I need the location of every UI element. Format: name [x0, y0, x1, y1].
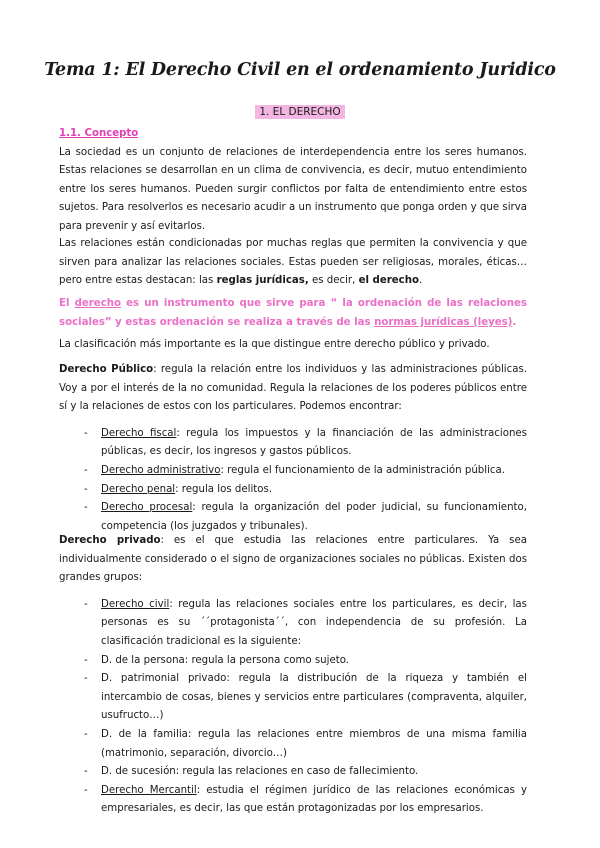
list-item: [59, 782, 527, 819]
list-item: [59, 726, 527, 763]
p3-text-b: es un instrumento que sirve para “ la ordenación de las relaciones sociales” y estas ordenación se realiza a través de las: [59, 298, 527, 328]
list-item-text: : regula el funcionamiento de la administración pública.: [220, 464, 505, 476]
paragraph-sociedad: La sociedad es un conjunto de relaciones de interdependencia entre los seres humanos. Estas relaciones se desarrollan en un clima de convivencia, es decir, mutuo entendimiento entre los seres humanos. Pueden surgir conflictos por falta de entendimiento entre estos sujetos. Para resolverlos es necesario acudir a un instrumento que ponga orden y que sirva para prevenir y así evitarlos.: [59, 146, 527, 232]
list-item: [59, 462, 527, 481]
derecho-publico-list: [59, 425, 527, 537]
concepto-block: [59, 125, 527, 237]
derecho-publico-block: [59, 361, 527, 536]
derecho-privado-intro: [59, 532, 527, 588]
paragraph-clasificacion: La clasificación más importante es la que distingue entre derecho público y privado.: [59, 339, 490, 350]
list-item-text: D. de sucesión: regula las relaciones en caso de fallecimiento.: [101, 766, 419, 778]
list-item: [59, 652, 527, 671]
paragraph-relaciones: [59, 235, 527, 291]
list-item-term: Derecho penal: [101, 483, 176, 495]
list-item-text: : regula los impuestos y la financiación de las administraciones públicas, es decir, los ingresos y gastos públicos.: [101, 427, 527, 458]
list-item: [59, 670, 527, 726]
list-item: [59, 763, 527, 782]
derecho-privado-list: [59, 596, 527, 819]
list-item-text: : regula la organización del poder judicial, su funcionamiento, competencia (los juzgados y tribunales).: [101, 502, 527, 532]
list-item-text: : regula las relaciones sociales entre los particulares, es decir, las personas es su ´´protagonista´´, con independencia de su profesión. La clasificación tradicional es la siguiente:: [101, 598, 527, 647]
list-item-term: Derecho administrativo: [101, 464, 221, 476]
document-title: Tema 1: El Derecho Civil en el ordenamiento Juridico: [44, 60, 556, 80]
p2-bold-derecho: el derecho: [358, 275, 419, 287]
derecho-publico-text: : regula la relación entre los individuos y las administraciones públicas. Voy a por el interés de la no comunidad. Regula la relaciones de los poderes públicos entre sí y la relaciones de estos con los particulares. Podemos encontrar:: [59, 364, 527, 413]
p2-text-end: .: [418, 275, 423, 287]
p3-text-a: El: [59, 298, 75, 309]
list-item-text: : regula los delitos.: [175, 483, 273, 495]
list-item-term: Derecho fiscal: [101, 427, 177, 439]
p3-underline-derecho: derecho: [74, 298, 122, 309]
section-heading-highlight: 1. EL DERECHO: [255, 105, 344, 119]
p3-underline-normas: normas jurídicas (leyes): [374, 316, 513, 328]
list-item-text: D. de la familia: regula las relaciones entre miembros de una misma familia (matrimonio, separación, divorcio…): [101, 728, 527, 759]
p3-text-c: .: [512, 316, 517, 328]
list-item-term: Derecho civil: [101, 598, 170, 610]
p2-bold-reglas: reglas jurídicas,: [216, 275, 309, 287]
p2-text: Las relaciones están condicionadas por muchas reglas que permiten la convivencia y que sirven para analizar las relaciones sociales. Estas pueden ser religiosas, morales, éticas… pero entre estas destacan: las: [59, 238, 527, 287]
derecho-privado-label: Derecho privado: [59, 535, 161, 546]
list-item: [59, 499, 527, 536]
list-item: [59, 596, 527, 652]
list-item: [59, 481, 527, 500]
list-item-term: Derecho Mercantil: [101, 784, 197, 796]
list-item: [59, 425, 527, 462]
section-heading: [0, 106, 600, 118]
list-item-text: D. de la persona: regula la persona como sujeto.: [101, 654, 349, 666]
derecho-publico-label: Derecho Público: [59, 364, 154, 375]
derecho-publico-intro: [59, 361, 527, 417]
paragraph-definicion-derecho: [59, 295, 527, 332]
concepto-heading: 1.1. Concepto: [59, 128, 139, 139]
list-item-text: : estudia el régimen jurídico de las relaciones económicas y empresariales, es decir, las que están protagonizadas por los empresarios.: [101, 784, 527, 815]
list-item-term: Derecho procesal: [101, 502, 193, 514]
derecho-privado-block: [59, 532, 527, 819]
list-item-text: D. patrimonial privado: regula la distribución de la riqueza y también el intercambio de cosas, bienes y servicios entre particulares (compraventa, alquiler, usufructo…): [101, 673, 527, 722]
derecho-privado-text: : es el que estudia las relaciones entre particulares. Ya sea individualmente considerado o el signo de organizaciones sociales no públicas. Existen dos grandes grupos:: [59, 535, 527, 584]
p2-text-mid: es decir,: [308, 275, 359, 287]
